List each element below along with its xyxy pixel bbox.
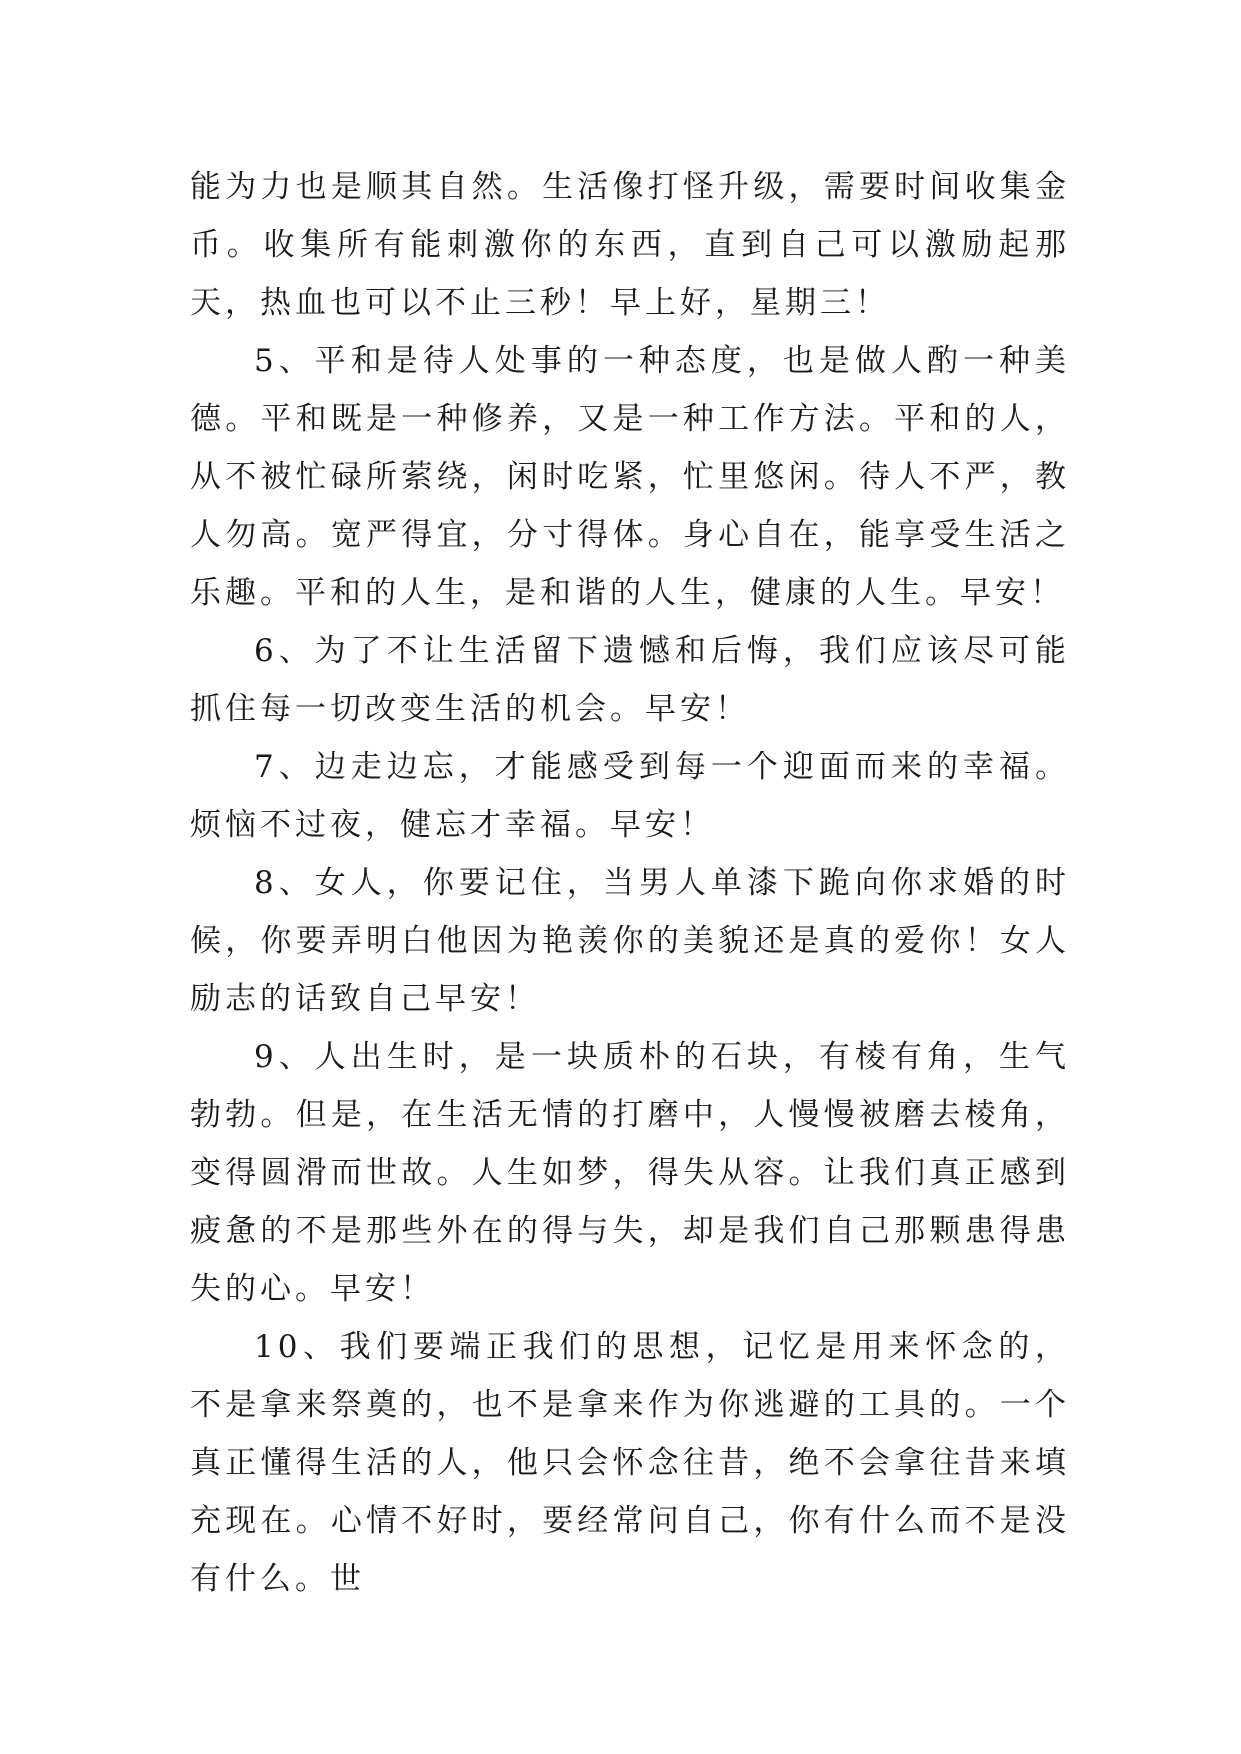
paragraph-continuation: 能为力也是顺其自然。生活像打怪升级，需要时间收集金币。收集所有能刺激你的东西，直到自己可以激励起那天，热血也可以不止三秒！早上好，星期三！ <box>190 169 1070 321</box>
paragraph-6: 6、为了不让生活留下遗憾和后悔，我们应该尽可能抓住每一切改变生活的机会。早安！ <box>190 633 1070 727</box>
paragraph-5: 5、平和是待人处事的一种态度，也是做人酌一种美德。平和既是一种修养，又是一种工作方法。平和的人，从不被忙碌所萦绕，闲时吃紧，忙里悠闲。待人不严，教人勿高。宽严得宜，分寸得体。身心自在，能享受生活之乐趣。平和的人生，是和谐的人生，健康的人生。早安！ <box>190 343 1070 611</box>
paragraph-10: 10、我们要端正我们的思想，记忆是用来怀念的，不是拿来祭奠的，也不是拿来作为你逃避的工具的。一个真正懂得生活的人，他只会怀念往昔，绝不会拿往昔来填充现在。心情不好时，要经常问自己，你有什么而不是没有什么。世 <box>190 1329 1070 1597</box>
document-body <box>190 158 1070 1608</box>
paragraph-8: 8、女人，你要记住，当男人单漆下跪向你求婚的时候，你要弄明白他因为艳羡你的美貌还是真的爱你！女人励志的话致自己早安！ <box>190 865 1070 1017</box>
paragraph-7: 7、边走边忘，才能感受到每一个迎面而来的幸福。烦恼不过夜，健忘才幸福。早安！ <box>190 749 1070 843</box>
paragraph-9: 9、人出生时，是一块质朴的石块，有棱有角，生气勃勃。但是，在生活无情的打磨中，人慢慢被磨去棱角，变得圆滑而世故。人生如梦，得失从容。让我们真正感到疲惫的不是那些外在的得与失，却是我们自己那颗患得患失的心。早安！ <box>190 1039 1070 1307</box>
